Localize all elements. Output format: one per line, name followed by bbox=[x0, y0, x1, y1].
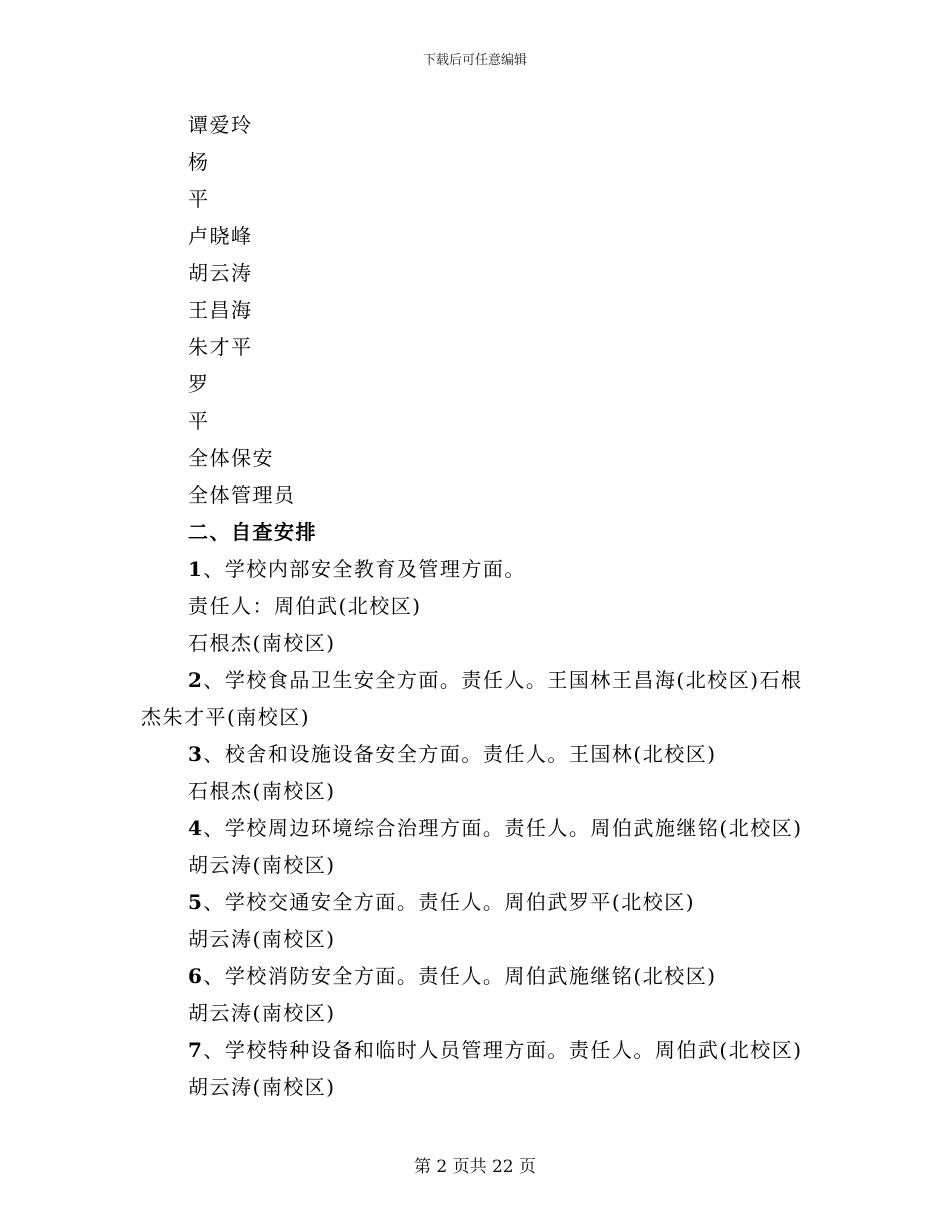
name-line: 平 bbox=[188, 409, 210, 433]
item-line bbox=[141, 1032, 813, 1069]
item-paragraph bbox=[141, 662, 813, 736]
item-text: 、学校特种设备和临时人员管理方面。责任人。周伯武(北校区) bbox=[203, 1038, 803, 1062]
name-line: 平 bbox=[188, 187, 210, 211]
item-line bbox=[141, 1069, 813, 1106]
item-line bbox=[141, 551, 813, 588]
item-text: 石根杰(南校区) bbox=[188, 631, 336, 655]
item-text: 、学校食品卫生安全方面。责任人。王国林王昌海(北校区)石根杰朱才平(南校区) bbox=[141, 668, 803, 729]
item-line bbox=[141, 995, 813, 1032]
name-line: 全体保安 bbox=[188, 446, 274, 470]
document-body bbox=[141, 107, 813, 1106]
name-line: 谭爱玲 bbox=[188, 113, 253, 137]
name-line: 杨 bbox=[188, 150, 210, 174]
item-text: 胡云涛(南校区) bbox=[188, 927, 336, 951]
name-line: 王昌海 bbox=[188, 298, 253, 322]
item-line bbox=[141, 773, 813, 810]
item-line bbox=[141, 625, 813, 662]
item-number: 7 bbox=[188, 1038, 204, 1062]
item-number: 5 bbox=[188, 890, 204, 914]
name-line: 罗 bbox=[188, 372, 210, 396]
name-line: 全体管理员 bbox=[188, 483, 296, 507]
item-number: 6 bbox=[188, 964, 204, 988]
item-number: 4 bbox=[188, 816, 204, 840]
item-line bbox=[141, 958, 813, 995]
name-line: 胡云涛 bbox=[188, 261, 253, 285]
item-line bbox=[141, 588, 813, 625]
item-number: 1 bbox=[188, 557, 204, 581]
item-text: 胡云涛(南校区) bbox=[188, 853, 336, 877]
item-text: 、学校交通安全方面。责任人。周伯武罗平(北校区) bbox=[203, 890, 696, 914]
name-line: 朱才平 bbox=[188, 335, 253, 359]
item-text: 胡云涛(南校区) bbox=[188, 1001, 336, 1025]
section-heading: 二、自查安排 bbox=[188, 520, 317, 544]
page-footer: 第 2 页共 22 页 bbox=[413, 1157, 537, 1177]
page-header: 下载后可任意编辑 bbox=[422, 53, 527, 68]
name-line: 卢晓峰 bbox=[188, 224, 253, 248]
item-line bbox=[141, 736, 813, 773]
item-line bbox=[141, 921, 813, 958]
item-text: 、校舍和设施设备安全方面。责任人。王国林(北校区) bbox=[203, 742, 717, 766]
item-line bbox=[141, 884, 813, 921]
item-text: 责任人：周伯武(北校区) bbox=[188, 594, 422, 618]
item-number: 2 bbox=[188, 668, 204, 692]
item-text: 、学校内部安全教育及管理方面。 bbox=[203, 557, 526, 581]
item-line bbox=[141, 810, 813, 847]
item-text: 石根杰(南校区) bbox=[188, 779, 336, 803]
item-text: 、学校周边环境综合治理方面。责任人。周伯武施继铭(北校区) bbox=[203, 816, 803, 840]
item-line bbox=[141, 847, 813, 884]
item-text: 胡云涛(南校区) bbox=[188, 1075, 336, 1099]
item-number: 3 bbox=[188, 742, 204, 766]
item-text: 、学校消防安全方面。责任人。周伯武施继铭(北校区) bbox=[203, 964, 717, 988]
